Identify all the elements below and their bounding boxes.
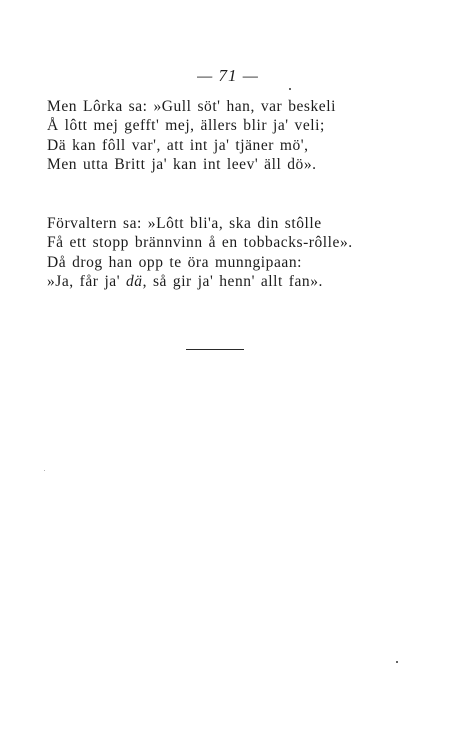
verse-line: Men Lôrka sa: »Gull söt' han, var beskeli [47, 98, 336, 115]
verse-line: Å lôtt mej gefft' mej, ällers blir ja' veli; [47, 117, 325, 135]
print-speck [289, 88, 291, 90]
verse-text: , så gir ja' henn' allt fan». [142, 272, 323, 290]
stanza-2 [47, 214, 447, 291]
verse-line: Men utta Britt ja' kan int leev' äll dö». [47, 155, 317, 173]
stanza-1 [47, 97, 447, 174]
verse-line: Då drog han opp te öra munngipaan: [47, 253, 302, 271]
page-number: — 71 — [197, 66, 259, 85]
verse-line-last [47, 272, 447, 291]
verse-line: Dä kan fôll var', att int ja' tjäner mö', [47, 136, 309, 154]
verse-text: »Ja, får ja' [47, 272, 126, 290]
section-divider [186, 349, 244, 350]
print-speck [44, 470, 45, 471]
verse-line: Förvaltern sa: »Lôtt bli'a, ska din stôlle [47, 215, 322, 232]
verse-line: Få ett stopp brännvinn å en tobbacks-rôlle». [47, 234, 353, 252]
emphasized-word: dä [126, 272, 143, 290]
print-speck [396, 661, 398, 663]
